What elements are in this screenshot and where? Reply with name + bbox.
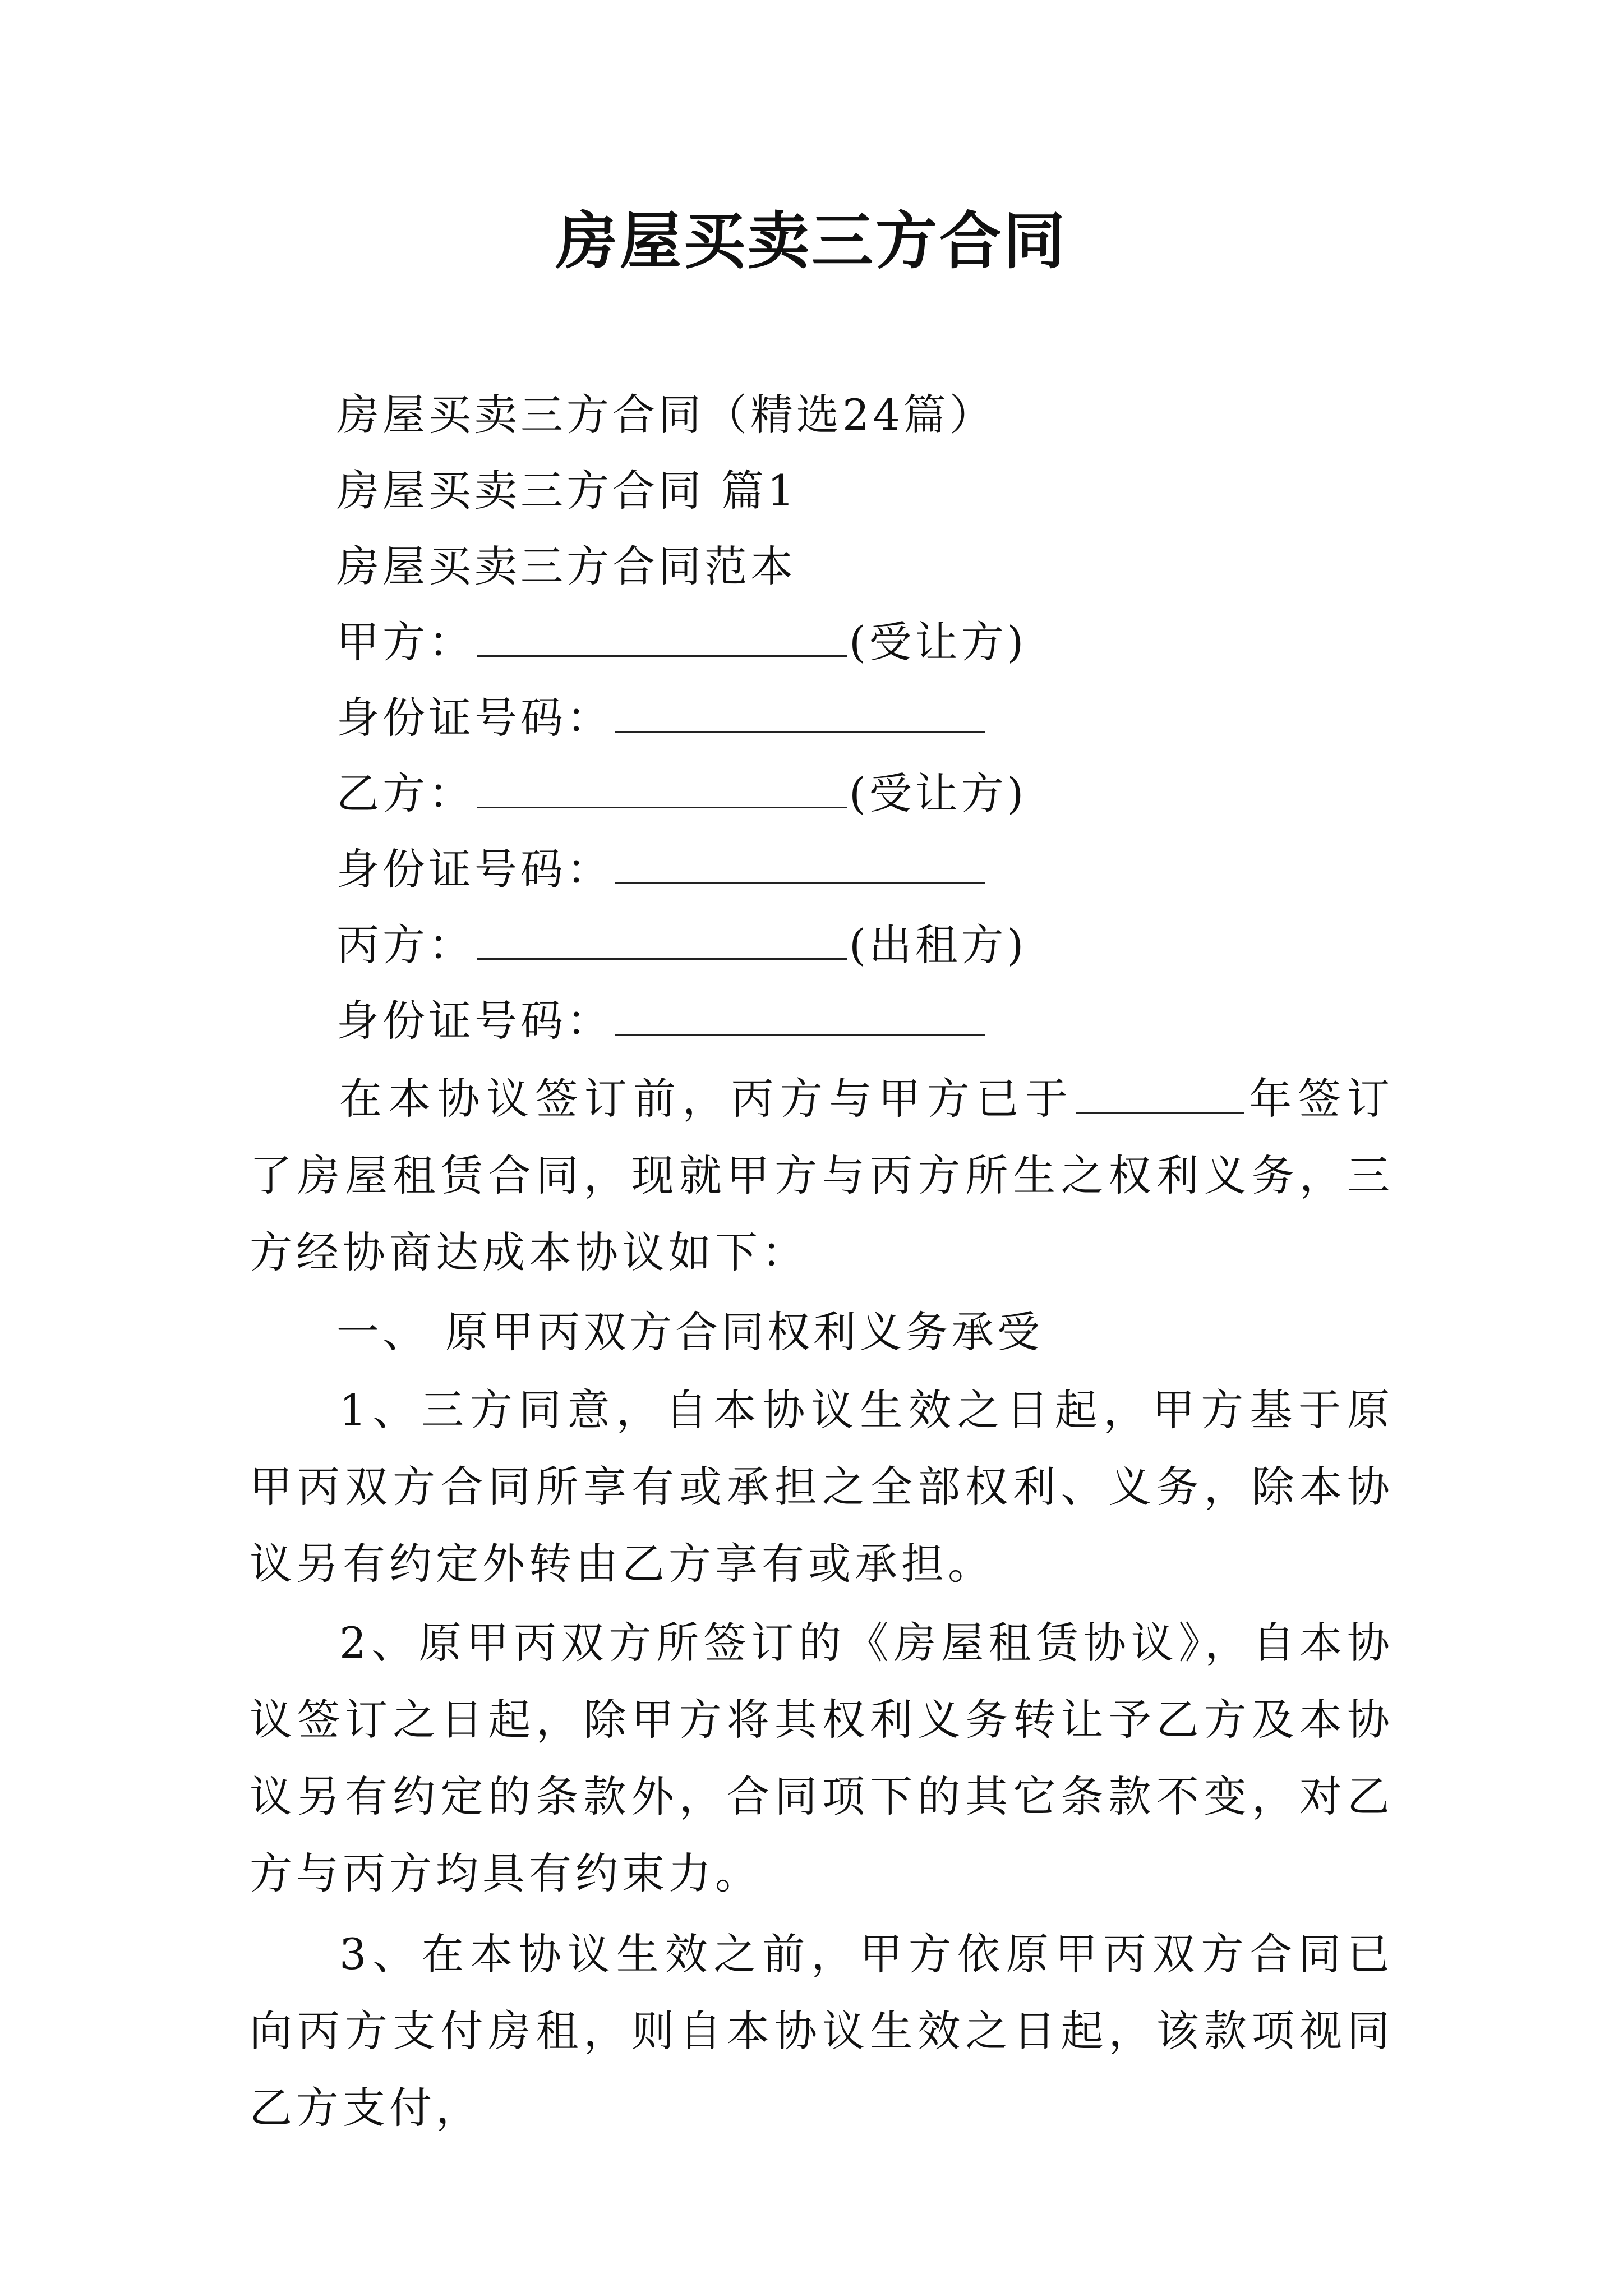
party-b-label: 乙方： xyxy=(336,769,474,818)
section-heading: 房屋买卖三方合同 篇1 xyxy=(336,466,798,516)
party-b-role: (受让方) xyxy=(849,769,1027,818)
party-c-blank xyxy=(477,919,847,960)
party-a-blank xyxy=(477,616,847,657)
party-a-id-line xyxy=(336,690,987,746)
party-a-id-blank xyxy=(615,692,985,733)
party-a-id-label: 身份证号码： xyxy=(336,693,612,743)
party-b-line xyxy=(336,766,1027,822)
clause-1: 1、三方同意，自本协议生效之日起，甲方基于原甲丙双方合同所享有或承担之全部权利、义务，除本协议另有约定外转由乙方享有或承担。 xyxy=(250,1385,1394,1589)
party-c-id-label: 身份证号码： xyxy=(336,996,612,1046)
party-b-blank xyxy=(477,767,847,808)
document-title: 房屋买卖三方合同 xyxy=(556,205,1067,277)
clause-2: 2、原甲丙双方所签订的《房屋租赁协议》，自本协议签订之日起，除甲方将其权利义务转让予乙方及本协议另有约定的条款外，合同项下的其它条款不变，对乙方与丙方均具有约束力。 xyxy=(250,1618,1394,1898)
clause-heading: 一、 原甲丙双方合同权利义务承受 xyxy=(336,1307,1044,1357)
party-b-id-line xyxy=(336,841,987,898)
party-c-line xyxy=(336,917,1027,973)
party-a-role: (受让方) xyxy=(849,617,1027,667)
party-a-line xyxy=(336,614,1027,670)
year-blank xyxy=(1076,1073,1244,1114)
clause-3: 3、在本协议生效之前，甲方依原甲丙双方合同已向丙方支付房租，则自本协议生效之日起，该款项视同乙方支付， xyxy=(250,1929,1394,2133)
party-b-id-blank xyxy=(615,843,985,884)
party-b-id-label: 身份证号码： xyxy=(336,844,612,894)
intro-after-blank: 年签订了房屋租赁合同，现就甲方与丙方所生之权利义务，三方经协商达成本协议如下： xyxy=(250,1074,1394,1277)
subtitle: 房屋买卖三方合同（精选24篇） xyxy=(336,390,995,440)
template-name: 房屋买卖三方合同范本 xyxy=(336,541,796,591)
intro-paragraph xyxy=(250,1060,1394,1291)
party-c-id-blank xyxy=(615,995,985,1036)
party-c-role: (出租方) xyxy=(849,920,1027,970)
intro-before-blank: 在本协议签订前，丙方与甲方已于 xyxy=(339,1074,1074,1124)
party-a-label: 甲方： xyxy=(336,617,474,667)
party-c-label: 丙方： xyxy=(336,920,474,970)
party-c-id-line xyxy=(336,993,987,1049)
